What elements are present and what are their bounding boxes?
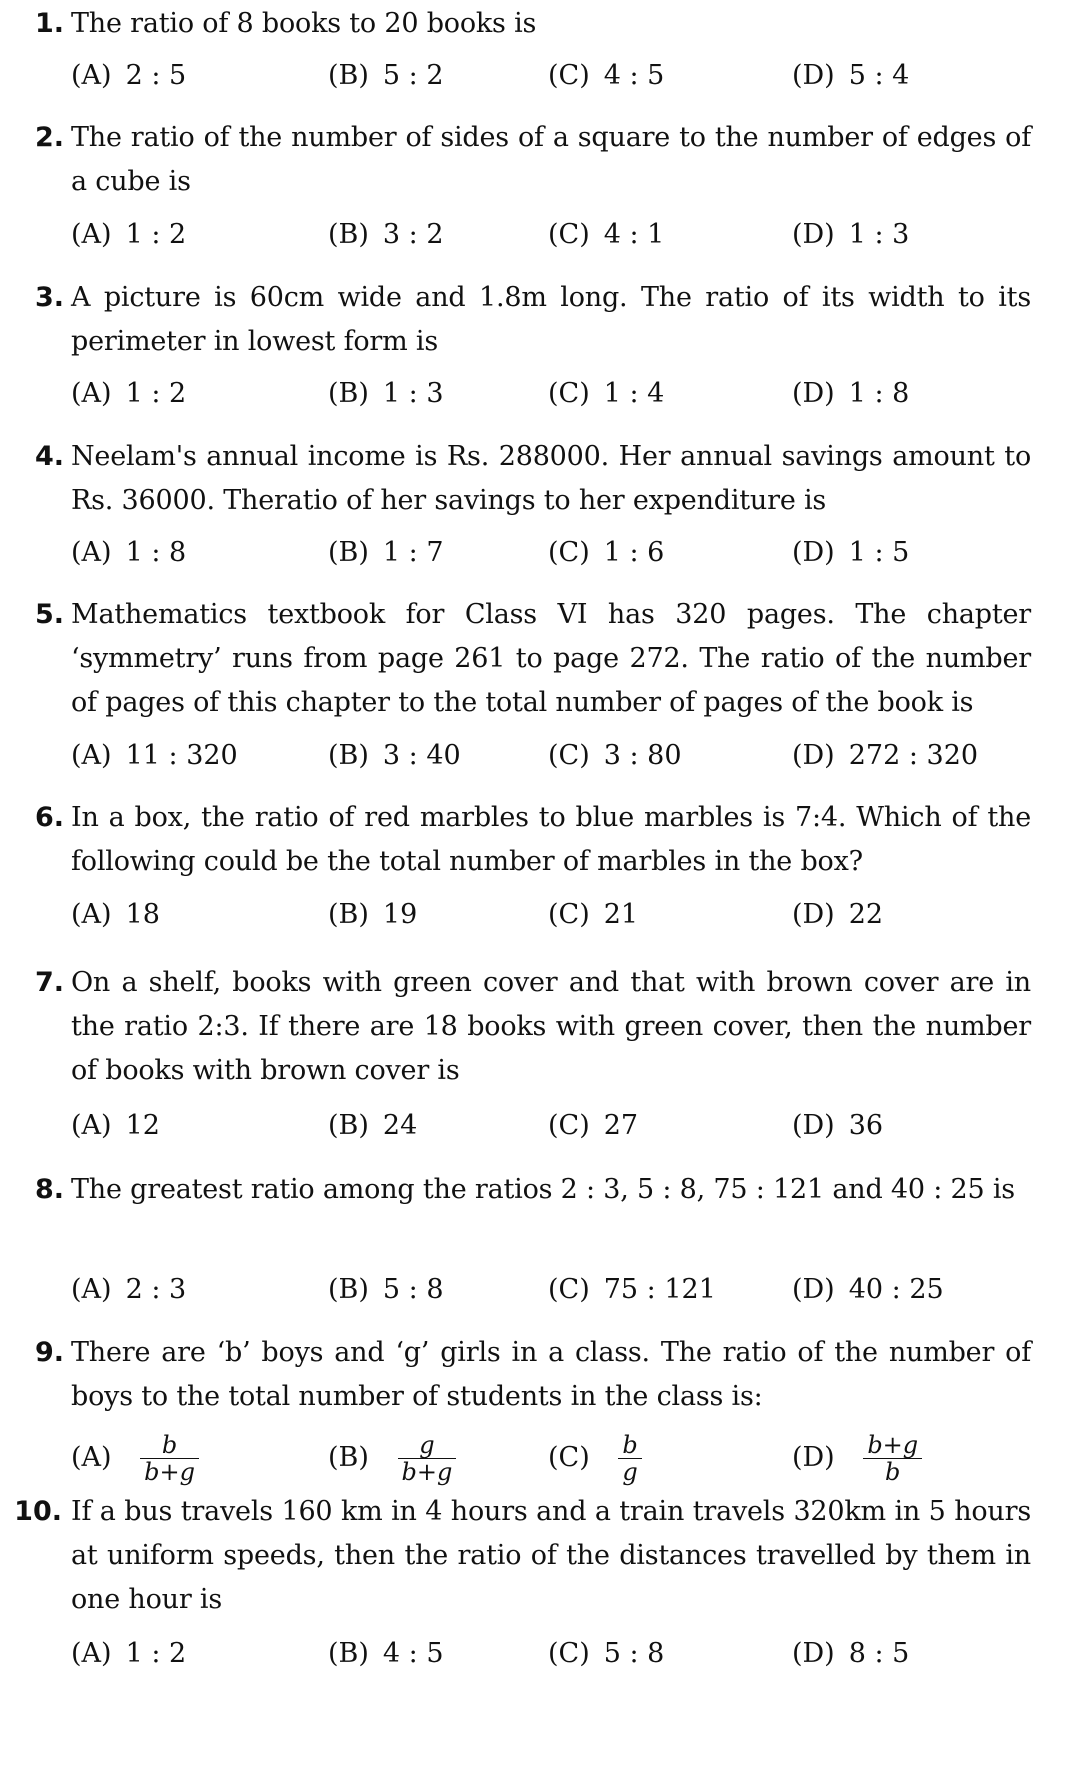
option-d[interactable]: (D) 22 (792, 899, 884, 930)
option-a[interactable]: (A) 1 : 2 (71, 1638, 187, 1669)
option-a[interactable]: (A) 1 : 2 (71, 219, 187, 250)
option-b[interactable]: (B) 5 : 8 (328, 1274, 444, 1305)
fraction: $\frac{b}{g}$ (618, 1432, 641, 1485)
option-c[interactable]: (C) 3 : 80 (548, 740, 682, 771)
options-1 (0, 54, 1080, 98)
option-b[interactable]: (B) 3 : 40 (328, 740, 461, 771)
option-a[interactable]: (A) 18 (71, 899, 160, 930)
option-d[interactable]: (D) 1 : 5 (792, 537, 910, 568)
options-10 (0, 1632, 1080, 1676)
option-a[interactable]: (A) 11 : 320 (71, 740, 238, 771)
option-c[interactable]: (C) 21 (548, 899, 639, 930)
options-2 (0, 213, 1080, 257)
option-b[interactable]: (B) $\frac{g}{b+g}$ (328, 1432, 456, 1485)
options-4 (0, 531, 1080, 575)
option-b[interactable]: (B) 5 : 2 (328, 60, 444, 91)
question-text: A picture is 60cm wide and 1.8m long. The ratio of its width to its perimeter in lowest form is (71, 282, 1031, 357)
question-text: Neelam's annual income is Rs. 288000. Her annual savings amount to Rs. 36000. Theratio of her savings to her expenditure is (71, 441, 1031, 516)
option-c[interactable]: (C) 1 : 6 (548, 537, 665, 568)
question-text: The greatest ratio among the ratios 2 : 3, 5 : 8, 75 : 121 and 40 : 25 is (71, 1174, 1015, 1205)
option-b[interactable]: (B) 24 (328, 1110, 418, 1141)
question-number: 3. (34, 282, 64, 313)
option-c[interactable]: (C) 5 : 8 (548, 1638, 665, 1669)
question-number: 5. (34, 599, 64, 630)
option-a[interactable]: (A) 12 (71, 1110, 160, 1141)
question-number: 4. (34, 441, 64, 472)
option-a[interactable]: (A) 2 : 3 (71, 1274, 187, 1305)
question-text: If a bus travels 160 km in 4 hours and a train travels 320km in 5 hours at uniform speeds, then the ratio of the distances travelled by them in one hour is (71, 1496, 1031, 1615)
option-a[interactable]: (A) 2 : 5 (71, 60, 187, 91)
options-3 (0, 372, 1080, 416)
question-number: 1. (34, 8, 64, 39)
option-d[interactable]: (D) 1 : 3 (792, 219, 910, 250)
question-text: Mathematics textbook for Class VI has 320 pages. The chapter ‘symmetry’ runs from page 261 to page 272. The ratio of the number of pages of this chapter to the total number of pages of the book is (71, 599, 1031, 718)
options-6 (0, 893, 1080, 937)
options-9 (0, 1431, 1080, 1486)
options-5 (0, 734, 1080, 778)
option-d[interactable]: (D) 5 : 4 (792, 60, 910, 91)
fraction: $\frac{b}{b+g}$ (140, 1432, 199, 1485)
option-b[interactable]: (B) 1 : 3 (328, 378, 444, 409)
question-text: The ratio of 8 books to 20 books is (71, 8, 537, 39)
option-d[interactable]: (D) 8 : 5 (792, 1638, 910, 1669)
option-c[interactable]: (C) 27 (548, 1110, 639, 1141)
question-number: 7. (34, 967, 64, 998)
option-d[interactable]: (D) $\frac{b+g}{b}$ (792, 1432, 922, 1485)
option-d[interactable]: (D) 272 : 320 (792, 740, 979, 771)
option-a[interactable]: (A) 1 : 2 (71, 378, 187, 409)
question-number: 2. (34, 122, 64, 153)
question-text: There are ‘b’ boys and ‘g’ girls in a class. The ratio of the number of boys to the total number of students in the class is: (71, 1337, 1031, 1412)
question-text: The ratio of the number of sides of a square to the number of edges of a cube is (71, 122, 1031, 197)
option-c[interactable]: (C) 4 : 1 (548, 219, 665, 250)
option-b[interactable]: (B) 1 : 7 (328, 537, 444, 568)
option-c[interactable]: (C) $\frac{b}{g}$ (548, 1432, 642, 1485)
option-b[interactable]: (B) 4 : 5 (328, 1638, 444, 1669)
option-d[interactable]: (D) 40 : 25 (792, 1274, 944, 1305)
question-number: 8. (34, 1174, 64, 1205)
question-number: 6. (34, 802, 64, 833)
fraction: $\frac{g}{b+g}$ (398, 1432, 457, 1485)
options-8 (0, 1268, 1080, 1312)
option-c[interactable]: (C) 75 : 121 (548, 1274, 716, 1305)
options-7 (0, 1104, 1080, 1148)
option-b[interactable]: (B) 3 : 2 (328, 219, 444, 250)
option-c[interactable]: (C) 4 : 5 (548, 60, 665, 91)
option-d[interactable]: (D) 1 : 8 (792, 378, 910, 409)
option-a[interactable]: (A) 1 : 8 (71, 537, 187, 568)
question-number: 9. (34, 1337, 64, 1368)
question-text: In a box, the ratio of red marbles to blue marbles is 7:4. Which of the following could be the total number of marbles in the box? (71, 802, 1031, 877)
question-number: 10. (14, 1496, 62, 1527)
fraction: $\frac{b+g}{b}$ (863, 1432, 922, 1485)
option-b[interactable]: (B) 19 (328, 899, 418, 930)
option-d[interactable]: (D) 36 (792, 1110, 884, 1141)
option-c[interactable]: (C) 1 : 4 (548, 378, 665, 409)
question-text: On a shelf, books with green cover and that with brown cover are in the ratio 2:3. If there are 18 books with green cover, then the number of books with brown cover is (71, 967, 1031, 1086)
option-a[interactable]: (A) $\frac{b}{b+g}$ (71, 1432, 199, 1485)
